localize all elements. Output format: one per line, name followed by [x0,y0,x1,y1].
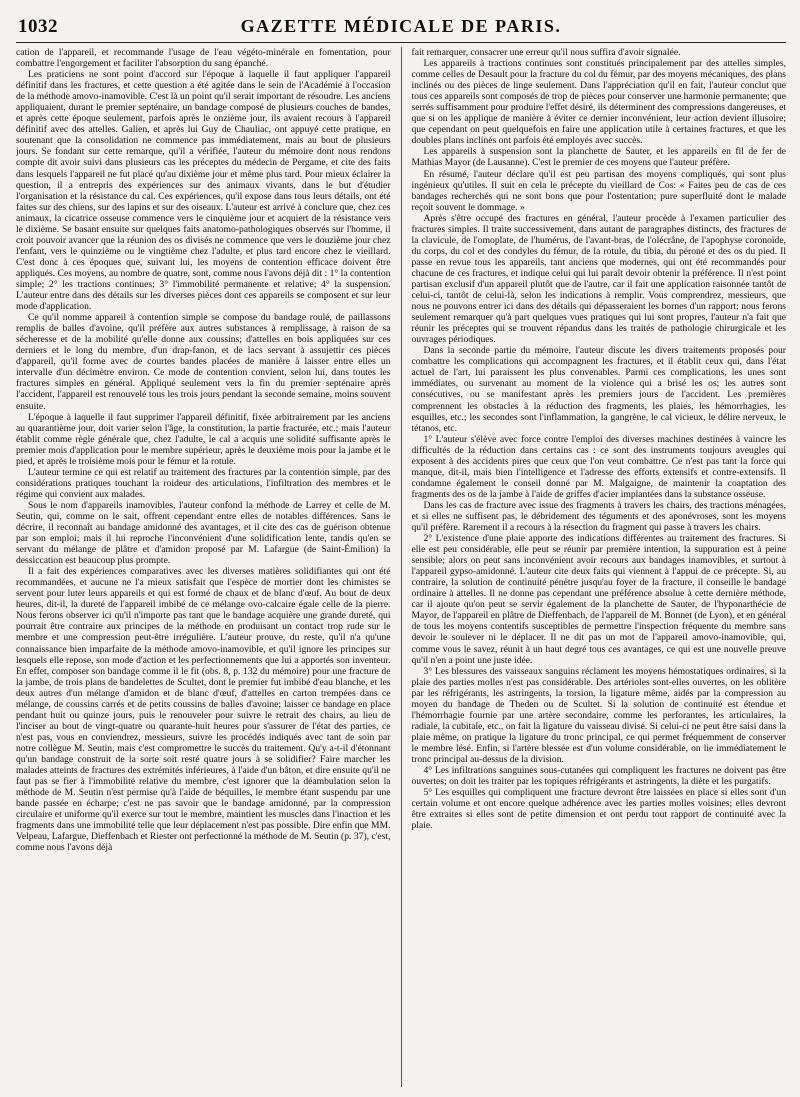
paragraph: Les praticiens ne sont point d'accord sur l'époque à laquelle il faut appliquer l'appareil définitif dans les fractures, et cette question a été agitée dans le sein de l'Académie à l'occasion de la méthode amovo-inamovible. C'est là un point qu'il serait important de résoudre. Les anciens appliquaient, durant le premier septénaire, un bandage composé de plusieurs couches de bandes, et après cette époque seulement, parfois après le onzième jour, ils avaient recours à l'appareil définitif avec des attelles. Galien, et après lui Guy de Chauliac, ont appuyé cette pratique, en soutenant que la consolidation ne commence pas immédiatement, mais au bout de plusieurs jours. Se fondant sur cette remarque, qu'il a vérifiée, l'auteur du mémoire dont nous rendons compte dit avoir suivi dans plusieurs cas les préceptes du médecin de Pergame, et cite des faits dans lesquels l'appareil ne fut placé qu'au dixième jour et même plus tard. Pour mieux éclairer la question, il a entrepris des expériences sur des animaux vivants, dans le but d'étudier l'organisation et la résistance du cal. Ces expériences, qu'il expose dans tous leurs détails, ont été faites sur des chiens, sur des lapins et sur des oiseaux. L'auteur est arrivé à conclure que, chez ces animaux, la cicatrice osseuse commence vers le cinquième jour et acquiert de la résistance vers le dixième. Se basant ensuite sur quelques faits anatomo-pathologiques observés sur l'homme, il croit pouvoir avancer que la réunion des os divisés ne commence que vers le douzième jour chez l'enfant, vers le quinzième ou le vingtième chez l'adulte, et plus tard encore chez le vieillard. C'est donc à ces époques que, suivant lui, les moyens de contention efficace doivent être appliqués. Ces moyens, au nombre de quatre, sont, comme nous l'avons déjà dit : 1° la contention simple; 2° les tractions continues; 3° l'immobilité permanente et relative; 4° la suspension. L'auteur entre dans des détails sur les diverses pièces dont ces appareils se composent et sur leur mode d'application. [16,69,391,313]
page-header [16,14,786,43]
paragraph: En résumé, l'auteur déclare qu'il est peu partisan des moyens compliqués, qui sont plus ingénieux qu'utiles. Il suit en cela le précepte du vieillard de Cos: « Faites peu de cas de ces bandages recherchés qui ne sont bons que pour l'ostentation; pure superfluité dont le malade reçoit souvent le dommage. » [411,168,786,213]
paragraph: Les appareils à suspension sont la planchette de Sauter, et les appareils en fil de fer de Mathias Mayor (de Lausanne). C'est le premier de ces moyens que l'auteur préfère. [411,146,786,169]
paragraph: cation de l'appareil, et recommande l'usage de l'eau végéto-minérale en fomentation, pour combattre l'engorgement et faciliter l'absorption du sang épanché. [16,47,391,70]
paragraph: 3° Les blessures des vaisseaux sanguins réclament les moyens hémostatiques ordinaires, si la plaie des parties molles n'est pas considérable. Des artérioles sont-elles ouvertes, on les oblitère par les réfrigérants, les astringents, la torsion, la ligature même, aidés par la compression au moyen du bandage de Theden ou de Scultet. Si la solution de continuité est étendue et l'hémorrhagie fournie par une artère secondaire, comme les perforantes, les articulaires, la radiale, la cubitale, etc., on fait la ligature du vaisseau divisé. Si celui-ci ne peut être saisi dans la plaie même, on pratique la ligature du tronc principal, ce qui permet fréquemment de conserver le membre lésé. Enfin, si l'artère blessée est d'un volume considérable, on lie immédiatement le tronc principal au-dessus de la division. [411,665,786,765]
article-columns [16,47,786,1087]
journal-title: GAZETTE MÉDICALE DE PARIS. [240,16,562,36]
paragraph: L'auteur termine ce qui est relatif au traitement des fractures par la contention simple, par des considérations pratiques touchant la roideur des articulations, l'infiltration des membres et le régime qui convient aux malades. [16,466,391,500]
column-divider [401,47,402,1087]
paragraph: Ce qu'il nomme appareil à contention simple se compose du bandage roulé, de paillassons remplis de balles d'avoine, qu'il préfère aux autres substances à remplissage, à raison de sa sécheresse et de la mobilité qu'elle donne aux coussins; d'attelles en bois appliquées sur ces derniers et le long du membre, d'un drap-fanon, et de lacs servant à assujettir ces pièces d'appareil, qu'il forme avec de courtes bandes placées de manière à laisser entre elles un intervalle d'un décimètre environ. Ce mode de contention convient, selon lui, dans toutes les fractures simples en général. Appliqué seulement vers la fin du premier septénaire après l'accident, l'appareil est renouvelé tous les trois jours pendant la seconde semaine, moins souvent ensuite. [16,312,391,412]
paragraph: Il a fait des expériences comparatives avec les diverses matières solidifiantes qui ont été recommandées, et aucune ne l'a mieux satisfait que l'espèce de mortier dont les chimistes se servent pour luter leurs appareils et qui est formé de chaux et de blanc d'œuf. Au bout de deux heures, dit-il, la dureté de l'appareil imbibé de ce mélange ovo-calcaire égale celle de la pierre. Nous ferons observer ici qu'il n'importe pas tant que le bandage acquière une grande dureté, qui pourrait être contraire aux principes de la méthode en produisant un contact trop rude sur le membre et une compression peut-être irrégulière. L'auteur prouve, du reste, qu'il n'a qu'une connaissance bien imparfaite de la méthode amovo-inamovible, et qu'il ignore les principes sur lesquels elle repose, son mode d'action et les perfectionnements que lui a apportés son inventeur. En effet, composer son bandage comme il le fit (obs. 8, p. 132 du mémoire) pour une fracture de la jambe, de trois plans de bandelettes de Scultet, dont le premier fut imbibé d'eau blanche, et les deux autres d'un mélange d'amidon et de blanc d'œuf, d'attelles en carton trempées dans ce mélange, de coussins carrés et de petits coussins de balles d'avoine; laisser ce bandage en place pendant huit ou quinze jours, puis le renouveler pour suivre le retrait des chairs, au lieu de l'inciser au bout de vingt-quatre ou quarante-huit heures pour s'assurer de l'état des parties, ce n'est pas, vous en conviendrez, messieurs, suivre les procédés indiqués avec tant de soin par notre collègue M. Seutin, mais c'est compromettre le succès du traitement. Qu'y a-t-il d'étonnant qu'un bandage construit de la sorte soit resté quatre jours à se solidifier? Faire marcher les malades atteints de fractures des extrémités inférieures, à l'aide d'un bâton, et dire ensuite qu'il ne faut pas se fier à l'immobilité relative du membre, c'est ignorer que la déambulation selon la méthode de M. Seutin n'est permise qu'à l'aide de béquilles, le membre étant suspendu par une bande passée en écharpe; c'est ne pas savoir que le bandage amidonné, par la compression circulaire et uniforme qu'il exerce sur tout le membre, maintient les muscles dans l'inaction et les fragments dans une immobilité telle que leur déplacement n'est pas possible. Dire enfin que MM. Velpeau, Lafargue, Dieffenbach et Riester ont perfectionné la méthode de M. Seutin (p. 37), c'est, comme nous l'avons déjà [16,566,391,854]
paragraph: 5° Les esquilles qui compliquent une fracture devront être laissées en place si elles sont d'un certain volume et ont encore quelque adhérence avec les parties molles voisines; elles devront être extraites si elles sont de petite dimension et ont perdu tout rapport de continuité avec la plaie. [411,787,786,832]
paragraph: 1° L'auteur s'élève avec force contre l'emploi des diverses machines destinées à vaincre les difficultés de la réduction dans certains cas : ce sont des instruments toujours aveugles qui exposent à des accidents pires que ceux que l'on veut combattre. Ce n'est pas tant la force qui manque, dit-il, mais bien l'intelligence et l'adresse des efforts extensifs et contre-extensifs. Il condamne également le conseil donné par M. Malgaigne, de maintenir la coaptation des fragments des os de la jambe à l'aide de griffes d'acier implantées dans la substance osseuse. [411,433,786,500]
paragraph: Après s'être occupé des fractures en général, l'auteur procède à l'examen particulier des fractures simples. Il traite successivement, dans autant de paragraphes distincts, des fractures de la clavicule, de l'omoplate, de l'humérus, de l'avant-bras, de l'olécrâne, de l'apophyse coronoïde, du corps, du col et des condyles du fémur, de la rotule, du tibia, du péroné et des os du pied. Il passe en revue tous les appareils, tant anciens que modernes, qui ont été recommandés pour chacune de ces fractures, et indique celui qui lui paraît devoir obtenir la préférence. Il n'est point partisan exclusif d'un appareil plutôt que de l'autre, car il fait une application raisonnée tantôt de celui-ci, tantôt de celui-là, selon les indications à remplir. Vous comprendrez, messieurs, que nous ne pouvons entrer ici dans des détails qui dépasseraient les bornes d'un rapport; nous ferons seulement remarquer qu'à part quelques vues pratiques qui lui sont propres, l'auteur n'a fait que réunir les préceptes qui se trouvent répandus dans les traités de pathologie chirurgicale et les ouvrages périodiques. [411,212,786,346]
paragraph: Les appareils à tractions continues sont constitués principalement par des attelles simples, comme celles de Desault pour la fracture du col du fémur, par des moyens mécaniques, des plans inclinés ou des pièces de linge seulement. Dans l'appréciation qu'il en fait, l'auteur conclut que tous ces appareils sont composés de trop de pièces pour conserver une harmonie permanente; que serrés suffisamment pour produire l'effet désiré, ils déterminent des compressions dangereuses, et que si on les applique de manière à éviter ce dernier inconvénient, leur action devient illusoire; que cependant on peut quelquefois en faire une application utile à certaines fractures, et que les doubles plans inclinés ont parfois été employés avec succès. [411,58,786,147]
paragraph: Sous le nom d'appareils inamovibles, l'auteur confond la méthode de Larrey et celle de M. Seutin, qui, comme on le sait, offrent cependant entre elles de notables différences. Sans le décrire, il reconnaît au bandage amidonné des avantages, et il cite des cas de guérison obtenue par son emploi; mais il lui reproche l'inconvénient d'une solidification lente, tandis qu'en se servant du mélange de plâtre et d'amidon proposé par M. Lafargue (de Saint-Émilion) la dessiccation est beaucoup plus prompte. [16,499,391,567]
left-column [16,47,391,1087]
paragraph: Dans la seconde partie du mémoire, l'auteur discute les divers traitements proposés pour combattre les complications qui accompagnent les fractures, et il établit ceux qui, dans l'état actuel de l'art, lui paraissent les plus convenables. Parmi ces complications, les unes sont immédiates, ou survenant au moment de la violence qui a brisé les os; les autres sont consécutives, ou se manifestant après les premiers jours de l'accident. Les premières comprennent les obstacles à la réduction des fragments, les plaies, les hémorrhagies, les esquilles, etc.; les secondes sont l'inflammation, la gangrène, le cal vicieux, le délire nerveux, le tétanos, etc. [411,345,786,434]
paragraph: fait remarquer, consacrer une erreur qu'il nous suffira d'avoir signalée. [411,47,681,58]
page-number: 1032 [18,16,58,37]
paragraph: 2° L'existence d'une plaie apporte des indications différentes au traitement des fractures. Si elle est peu considérable, elle peut se réunir par première intention, la suppuration est à peine sensible; alors on peut sans inconvénient avoir recours aux bandages inamovibles, et surtout à l'appareil gypso-amidonné. L'auteur cite deux faits qui viennent à l'appui de ce précepte. Si, au contraire, la solution de continuité pénètre jusqu'au foyer de la fracture, il conseille le bandage ordinaire à attelles. Il ne donne pas cependant une préférence absolue à cette dernière méthode, car il ajoute qu'on peut se servir également de la planchette de Sauter, de l'hyponarthécie de Mayor, de l'appareil en plâtre de Dieffenbach, de l'appareil de M. Bonnet (de Lyon), et en général de tous les moyens contentifs susceptibles de permettre l'inspection fréquente du membre sans devoir le soulever ni le déplacer. Il ne dit pas un mot de l'appareil amovo-inamovible, qui, comme vous le savez, réunit à un haut degré tous ces avantages, ce qui est une nouvelle preuve qu'il n'en a point une juste idée. [411,533,786,666]
paragraph: 4° Les infiltrations sanguines sous-cutanées qui compliquent les fractures ne doivent pas être ouvertes; on doit les traiter par les topiques réfrigérants et astringents, la diète et les purgatifs. [411,765,786,788]
paragraph: Dans les cas de fracture avec issue des fragments à travers les chairs, des tractions ménagées, et si elles ne suffisent pas, le débridement des téguments et des aponévroses, sont les moyens qu'il préfère. Rarement il a recours à la résection du fragment qui passe à travers les chairs. [411,499,786,534]
paragraph: L'époque à laquelle il faut supprimer l'appareil définitif, fixée arbitrairement par les anciens au quarantième jour, doit varier selon l'âge, la constitution, la partie fracturée, etc.; mais l'auteur établit comme règle générale que, chez l'adulte, le cal a acquis une solidité suffisante après le premier mois d'application pour le membre supérieur, après le deuxième mois pour la jambe et le pied, et après le troisième mois pour le fémur et la rotule. [16,411,391,467]
right-column [412,47,787,1087]
